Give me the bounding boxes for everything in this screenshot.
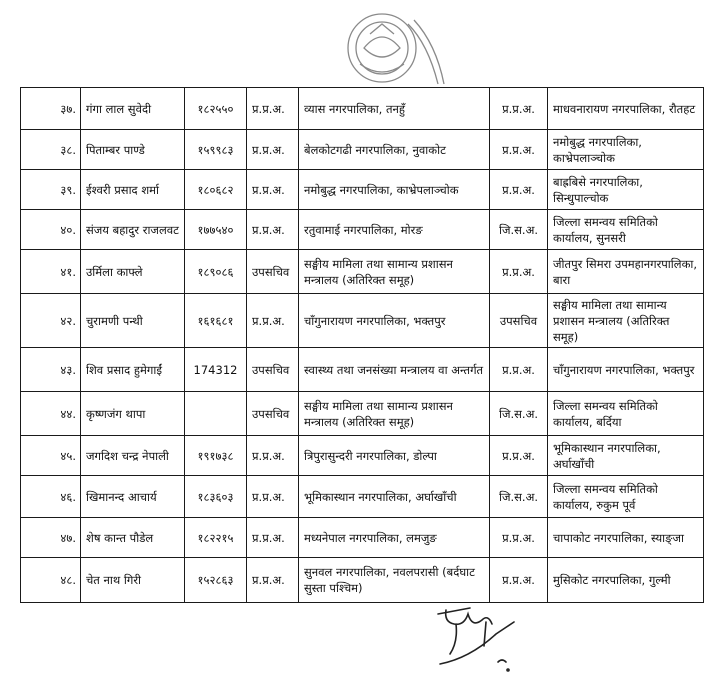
table-row <box>21 392 704 436</box>
new-office: भूमिकास्थान नगरपालिका, अर्घाखाँची <box>548 436 704 476</box>
employee-id: १५२८६३ <box>185 558 247 603</box>
current-office: भूमिकास्थान नगरपालिका, अर्घाखाँची <box>299 476 490 518</box>
new-office: नमोबुद्ध नगरपालिका, काभ्रेपलाञ्चोक <box>548 130 704 170</box>
new-level: प्र.प्र.अ. <box>490 518 548 558</box>
table-row <box>21 130 704 170</box>
new-office: जीतपुर सिमरा उपमहानगरपालिका, बारा <box>548 250 704 294</box>
current-level: प्र.प्र.अ. <box>247 170 299 210</box>
employee-id: १८२२१५ <box>185 518 247 558</box>
serial-number: ४३. <box>21 348 81 392</box>
new-office: चापाकोट नगरपालिका, स्याङ्जा <box>548 518 704 558</box>
serial-number: ४५. <box>21 436 81 476</box>
serial-number: ३८. <box>21 130 81 170</box>
new-level: प्र.प्र.अ. <box>490 88 548 130</box>
table-row <box>21 348 704 392</box>
new-office: मुसिकोट नगरपालिका, गुल्मी <box>548 558 704 603</box>
serial-number: ४४. <box>21 392 81 436</box>
new-level: प्र.प्र.अ. <box>490 558 548 603</box>
current-office: मध्यनेपाल नगरपालिका, लमजुङ <box>299 518 490 558</box>
current-office: सुनवल नगरपालिका, नवलपरासी (बर्दघाट सुस्ता पश्चिम) <box>299 558 490 603</box>
current-level: उपसचिव <box>247 392 299 436</box>
employee-name: चेत नाथ गिरी <box>81 558 185 603</box>
table-row <box>21 436 704 476</box>
new-office: जिल्ला समन्वय समितिको कार्यालय, रुकुम पूर्व <box>548 476 704 518</box>
employee-id: १५९९८३ <box>185 130 247 170</box>
serial-number: ३९. <box>21 170 81 210</box>
employee-id: १८२५५० <box>185 88 247 130</box>
current-office: चाँगुनारायण नगरपालिका, भक्तपुर <box>299 294 490 348</box>
current-office: त्रिपुरासुन्दरी नगरपालिका, डोल्पा <box>299 436 490 476</box>
signature <box>428 600 528 680</box>
current-level: उपसचिव <box>247 250 299 294</box>
current-office: स्वास्थ्य तथा जनसंख्या मन्त्रालय वा अन्तर्गत <box>299 348 490 392</box>
current-office: रतुवामाई नगरपालिका, मोरङ <box>299 210 490 250</box>
table-row <box>21 476 704 518</box>
employee-name: चुरामणी पन्थी <box>81 294 185 348</box>
employee-id: 174312 <box>185 348 247 392</box>
current-level: प्र.प्र.अ. <box>247 88 299 130</box>
table-row <box>21 210 704 250</box>
current-level: प्र.प्र.अ. <box>247 476 299 518</box>
serial-number: ४२. <box>21 294 81 348</box>
current-level: प्र.प्र.अ. <box>247 294 299 348</box>
current-level: प्र.प्र.अ. <box>247 130 299 170</box>
table-row <box>21 250 704 294</box>
new-level: उपसचिव <box>490 294 548 348</box>
employee-name: खिमानन्द आचार्य <box>81 476 185 518</box>
employee-id: १८९०८६ <box>185 250 247 294</box>
new-level: जि.स.अ. <box>490 476 548 518</box>
new-office: बाह्रबिसे नगरपालिका, सिन्धुपाल्चोक <box>548 170 704 210</box>
serial-number: ४६. <box>21 476 81 518</box>
employee-id: १८३६०३ <box>185 476 247 518</box>
serial-number: ४७. <box>21 518 81 558</box>
employee-id: १६१६८१ <box>185 294 247 348</box>
table-row <box>21 294 704 348</box>
current-office: व्यास नगरपालिका, तनहुँ <box>299 88 490 130</box>
new-level: जि.स.अ. <box>490 392 548 436</box>
current-office: सङ्घीय मामिला तथा सामान्य प्रशासन मन्त्रालय (अतिरिक्त समूह) <box>299 250 490 294</box>
new-office: सङ्घीय मामिला तथा सामान्य प्रशासन मन्त्रालय (अतिरिक्त समूह) <box>548 294 704 348</box>
current-office: नमोबुद्ध नगरपालिका, काभ्रेपलाञ्चोक <box>299 170 490 210</box>
table-row <box>21 558 704 603</box>
current-level: उपसचिव <box>247 348 299 392</box>
employee-name: पिताम्बर पाण्डे <box>81 130 185 170</box>
serial-number: ४१. <box>21 250 81 294</box>
employee-id: १९१७३८ <box>185 436 247 476</box>
new-level: जि.स.अ. <box>490 210 548 250</box>
transfer-table <box>20 87 704 603</box>
serial-number: ४०. <box>21 210 81 250</box>
employee-id: १८०६८२ <box>185 170 247 210</box>
current-level: प्र.प्र.अ. <box>247 436 299 476</box>
new-office: जिल्ला समन्वय समितिको कार्यालय, सुनसरी <box>548 210 704 250</box>
employee-name: गंगा लाल सुवेदी <box>81 88 185 130</box>
new-level: प्र.प्र.अ. <box>490 130 548 170</box>
employee-id <box>185 392 247 436</box>
table-row <box>21 518 704 558</box>
employee-name: संजय बहादुर राजलवट <box>81 210 185 250</box>
new-office: जिल्ला समन्वय समितिको कार्यालय, बर्दिया <box>548 392 704 436</box>
current-level: प्र.प्र.अ. <box>247 558 299 603</box>
new-office: माधवनारायण नगरपालिका, रौतहट <box>548 88 704 130</box>
serial-number: ३७. <box>21 88 81 130</box>
table-row <box>21 88 704 130</box>
current-level: प्र.प्र.अ. <box>247 518 299 558</box>
employee-name: उर्मिला काफ्ले <box>81 250 185 294</box>
employee-name: कृष्णजंग थापा <box>81 392 185 436</box>
new-level: प्र.प्र.अ. <box>490 436 548 476</box>
new-level: प्र.प्र.अ. <box>490 348 548 392</box>
employee-name: जगदिश चन्द्र नेपाली <box>81 436 185 476</box>
employee-name: शिव प्रसाद हुमेगाईं <box>81 348 185 392</box>
new-level: प्र.प्र.अ. <box>490 250 548 294</box>
new-office: चाँगुनारायण नगरपालिका, भक्तपुर <box>548 348 704 392</box>
employee-id: १७७५४० <box>185 210 247 250</box>
new-level: प्र.प्र.अ. <box>490 170 548 210</box>
current-level: प्र.प्र.अ. <box>247 210 299 250</box>
table-row <box>21 170 704 210</box>
current-office: सङ्घीय मामिला तथा सामान्य प्रशासन मन्त्रालय (अतिरिक्त समूह) <box>299 392 490 436</box>
employee-name: शेष कान्त पौडेल <box>81 518 185 558</box>
employee-name: ईश्वरी प्रसाद शर्मा <box>81 170 185 210</box>
serial-number: ४८. <box>21 558 81 603</box>
current-office: बेलकोटगढी नगरपालिका, नुवाकोट <box>299 130 490 170</box>
